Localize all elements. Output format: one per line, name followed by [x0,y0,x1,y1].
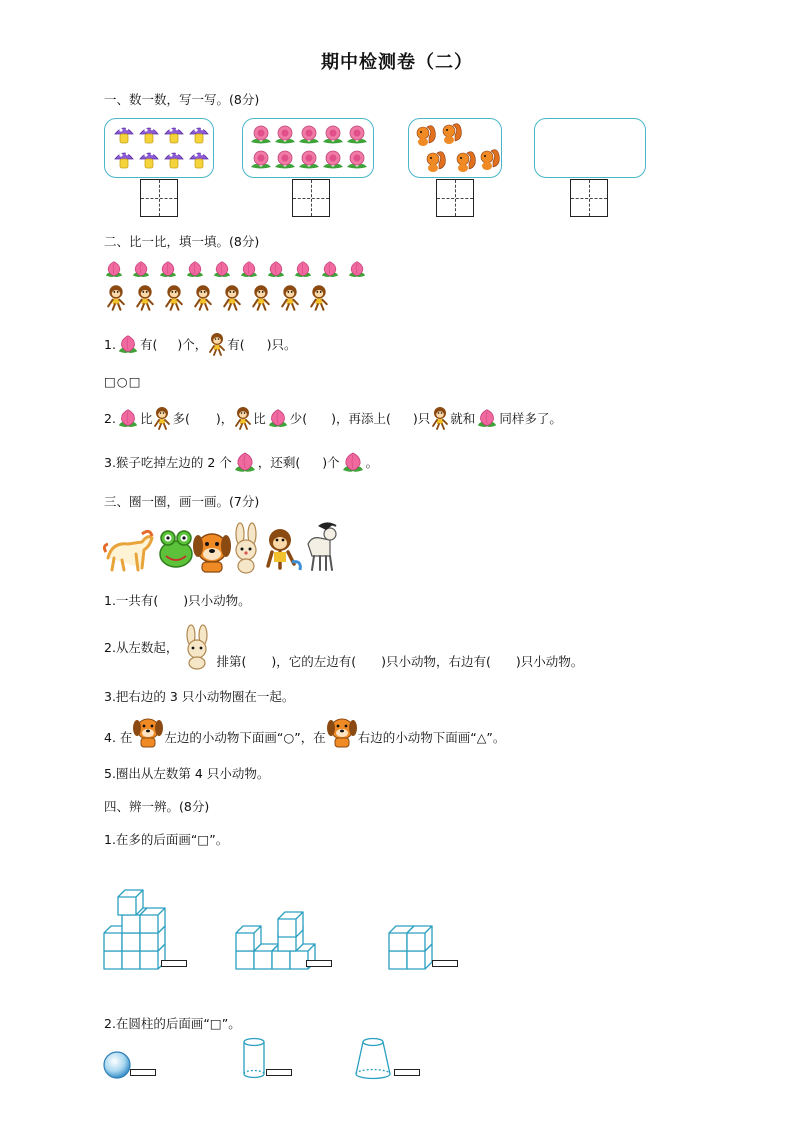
monkey-icon [282,285,298,309]
squirrel-icon [427,152,445,172]
monkey-icon [166,285,182,309]
monkey-icon [195,285,211,309]
dog-icon [327,714,357,748]
squirrel-group [409,119,501,177]
sphere-shape [104,1052,130,1078]
q-text: )， [215,411,234,426]
flower-icon [299,126,319,144]
peach-icon [117,407,139,429]
question-3-5: 5.圈出从左数第 4 只小动物。 [104,766,270,781]
flower-icon [323,151,343,169]
monkey-icon [208,332,226,356]
cube-stack-3 [389,926,432,969]
question-3-4 [104,714,505,748]
rabbit-icon [236,523,256,573]
q-text: 排第( )，它的左边有( )只小动物，右边有( )只小动物。 [216,654,584,669]
monkey-icon [253,285,269,309]
answer-box-cubes-3[interactable] [432,960,458,967]
frustum-shape [356,1039,390,1079]
question-2-2 [104,406,562,430]
dog-icon [193,534,231,572]
q-text: 左边的小动物下面画“○”，在 [164,730,326,745]
mushroom-icon [140,153,158,168]
monkey-row [104,284,374,314]
answer-box-cubes-2[interactable] [306,960,332,967]
monkey-icon [234,406,252,430]
mushroom-icon [165,153,183,168]
q-text: )，再添上( [331,411,391,426]
answer-grid-4[interactable] [570,179,608,217]
answer-grid-3[interactable] [436,179,474,217]
section-2-heading: 二、比一比，填一填。(8分) [104,234,260,249]
squirrel-icon [443,124,461,144]
q-text: 有( [227,337,245,352]
answer-box-cylinder[interactable] [266,1069,292,1076]
answer-box-sphere[interactable] [130,1069,156,1076]
peach-icon [160,262,176,277]
question-3-2 [104,624,583,670]
cylinder-shape [244,1039,264,1078]
peach-icon [233,451,257,473]
section-3-heading: 三、圈一圈，画一画。(7分) [104,494,260,509]
q-text: 右边的小动物下面画“△”。 [357,730,506,745]
peach-icon [117,333,139,355]
q-text: ，还剩( [257,455,301,470]
q-number: 1. [104,336,116,352]
q-text: 3.猴子吃掉左边的 2 个 [104,455,232,470]
peach-row [104,260,374,280]
answer-box-cubes-1[interactable] [161,960,187,967]
flower-icon [347,151,367,169]
answer-box-frustum[interactable] [394,1069,420,1076]
section-1-heading: 一、数一数，写一写。(8分) [104,92,260,107]
rabbit-icon [179,625,215,669]
peach-icon [187,262,203,277]
peach-icon [295,262,311,277]
monkey-icon [268,529,300,570]
monkey-icon [431,406,449,430]
q-text: 。 [365,455,379,470]
q-text: )个 [322,455,340,470]
flower-icon [275,126,295,144]
q-text: 少( [289,411,308,426]
peach-icon [214,262,230,277]
q-text: 同样多了。 [499,411,562,426]
mushroom-icon [115,153,133,168]
peach-icon [476,407,498,429]
peach-icon [341,451,365,473]
flower-icon [299,151,319,169]
cube-stack-2 [236,912,315,969]
monkey-icon [224,285,240,309]
peach-icon [267,407,289,429]
question-3-1: 1.一共有( )只小动物。 [104,593,251,608]
mushroom-box [104,118,214,178]
q-text: 有( [139,337,158,352]
peach-icon [268,262,284,277]
question-2-3 [104,451,378,473]
q-text: 比 [253,411,266,426]
flower-icon [251,151,271,169]
mushroom-icon [115,128,133,143]
flower-icon [275,151,295,169]
flower-icon [347,126,367,144]
monkey-icon [153,406,171,430]
empty-draw-box[interactable] [534,118,646,178]
monkey-icon [137,285,153,309]
cube-figures [100,882,480,974]
flower-icon [251,126,271,144]
q-text: )只 [412,411,431,426]
page-title: 期中检测卷（二） [321,52,473,73]
mushroom-group [105,119,213,177]
q-text: 多( [172,411,190,426]
q-text: 就和 [450,411,476,426]
squirrel-box [408,118,502,178]
q-text: 4. 在 [104,730,133,745]
question-4-1: 1.在多的后面画“□”。 [104,832,229,847]
q-text: )个， [177,337,208,352]
cube-stack-1 [104,890,165,969]
mushroom-icon [190,153,208,168]
peach-icon [106,262,122,277]
mushroom-icon [165,128,183,143]
peach-icon [241,262,257,277]
q-number: 2. [104,410,116,426]
q-text: )只。 [266,337,297,352]
flower-icon [323,126,343,144]
mushroom-icon [140,128,158,143]
dog-icon [133,714,163,748]
squirrel-icon [457,152,475,172]
answer-grid-1[interactable] [140,179,178,217]
q-text: 2.从左数起， [104,640,179,655]
monkey-icon [311,285,327,309]
mushroom-icon [190,128,208,143]
goat-icon [308,522,336,570]
q-text: 比 [139,411,153,426]
question-4-2: 2.在圆柱的后面画“□”。 [104,1016,241,1031]
section-4-heading: 四、辨一辨。(8分) [104,799,210,814]
animal-row [102,522,342,574]
question-3-3: 3.把右边的 3 只小动物圈在一起。 [104,689,295,704]
squirrel-icon [481,150,499,170]
question-2-1 [104,332,297,356]
squirrel-icon [417,126,435,146]
peach-icon [349,262,365,277]
peach-icon [133,262,149,277]
peach-icon [322,262,338,277]
monkey-icon [108,285,124,309]
horse-icon [104,531,152,570]
flower-box [242,118,374,178]
flower-group [243,119,373,177]
answer-grid-2[interactable] [292,179,330,217]
symbol-row: □○□ [104,374,142,389]
frog-icon [160,531,192,567]
